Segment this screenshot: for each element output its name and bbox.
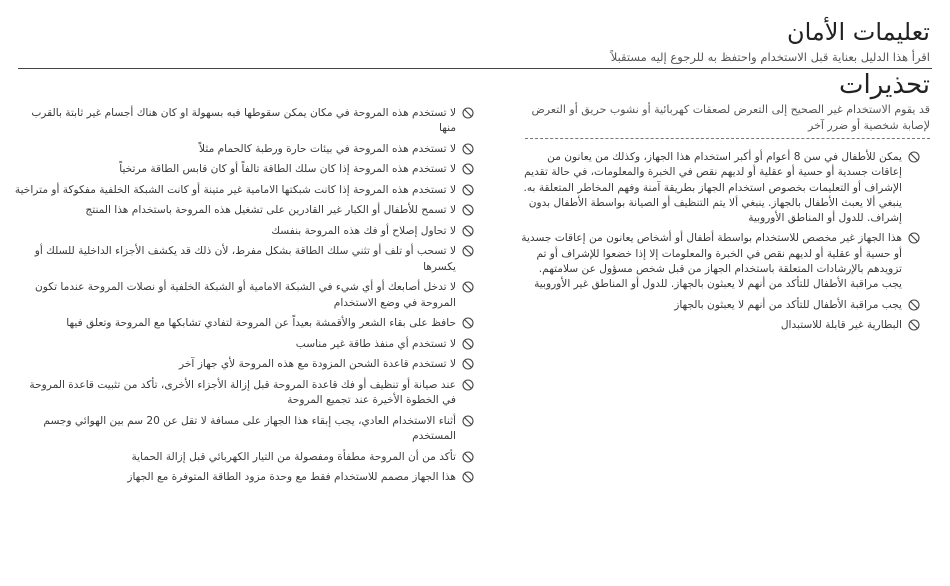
warning-text: لا تستخدم هذه المروحة إذا كان سلك الطاقة تالفاً أو كان قابس الطاقة مرتخياً: [119, 163, 456, 176]
warning-text: يجب مراقبة الأطفال للتأكد من أنهم لا يعبثون بالجهاز: [674, 298, 902, 311]
warning-text: لا تستخدم هذه المروحة في مكان يمكن سقوطها فيه بسهولة او كان هناك أجسام غير ثابتة بالقرب منها: [31, 107, 456, 135]
warning-item: [14, 106, 474, 137]
warning-item: [14, 162, 474, 177]
prohibited-icon: [462, 379, 474, 391]
warning-text: لا تستخدم هذه المروحة في بيئات حارة ورطبة كالحمام مثلاً: [199, 142, 456, 155]
warnings-heading: تحذيرات: [839, 70, 930, 100]
warning-item: [14, 357, 474, 372]
warning-text: حافظ على بقاء الشعر والأقمشة بعيداً عن المروحة لتفادي تشابكها مع المروحة وتعلق فيها: [66, 317, 456, 330]
warning-item: [14, 224, 474, 239]
page-subtitle: اقرأ هذا الدليل بعناية قبل الاستخدام واحتفظ به للرجوع إليه مستقبلاً: [610, 50, 930, 64]
prohibited-icon: [462, 338, 474, 350]
warning-text: هذا الجهاز مصمم للاستخدام فقط مع وحدة مزود الطاقة المتوفرة مع الجهاز: [127, 471, 456, 484]
warning-item: [14, 337, 474, 352]
prohibited-icon: [462, 415, 474, 427]
warning-text: هذا الجهاز غير مخصص للاستخدام بواسطة أطفال أو أشخاص يعانون من إعاقات جسدية أو حسية أو عقلية أو لديهم نقص في الخبرة والمعلومات إلا إذا خضعوا للإشراف أو تم تزويدهم بالإرشادات المتعلقة باستخدام الجهاز من قبل شخص مسؤول عن سلامتهم. يجب مراقبة الأطفال للتأكد من أنهم لا يعبثون بالجهاز. للدول أو المناطق غير الأوروبية: [521, 232, 902, 291]
prohibited-icon: [462, 451, 474, 463]
warning-item: [14, 316, 474, 331]
warning-text: تأكد من أن المروحة مطفأة ومفصولة من التيار الكهربائي قبل إزالة الحماية: [131, 450, 456, 463]
warning-text: لا تسحب أو تلف أو تثني سلك الطاقة بشكل مفرط، لأن ذلك قد يكشف الأجزاء الداخلية للسلك أو يكسرها: [34, 245, 456, 273]
warning-text: البطارية غير قابلة للاستبدال: [780, 318, 902, 331]
prohibited-icon: [908, 299, 920, 311]
header-divider: [18, 68, 932, 69]
prohibited-icon: [462, 317, 474, 329]
warning-item: [14, 414, 474, 445]
warning-item: [518, 298, 920, 313]
warning-text: أثناء الاستخدام العادي، يجب إبقاء هذا الجهاز على مسافة لا تقل عن 20 سم بين الهوائي وجسم المستخدم: [43, 414, 456, 443]
warning-text: لا تحاول إصلاح أو فك هذه المروحة بنفسك: [271, 224, 456, 237]
warning-text: لا تستخدم أي منفذ طاقة غير مناسب: [295, 337, 456, 350]
warnings-list-right: [518, 150, 920, 338]
warning-item: [14, 183, 474, 198]
warning-item: [518, 231, 920, 292]
warning-item: [518, 150, 920, 226]
page-title: تعليمات الأمان: [786, 18, 930, 46]
warning-item: [14, 244, 474, 275]
warning-item: [14, 280, 474, 311]
warning-item: [14, 450, 474, 465]
prohibited-icon: [908, 151, 920, 163]
warning-text: لا تسمح للأطفال أو الكبار غير القادرين على تشغيل هذه المروحة باستخدام هذا المنتج: [85, 204, 456, 217]
warnings-dashed-divider: [525, 138, 930, 139]
prohibited-icon: [462, 163, 474, 175]
warning-item: [14, 142, 474, 157]
prohibited-icon: [462, 107, 474, 119]
warning-item: [14, 378, 474, 409]
prohibited-icon: [462, 281, 474, 293]
prohibited-icon: [462, 204, 474, 216]
prohibited-icon: [462, 184, 474, 196]
prohibited-icon: [908, 232, 920, 244]
warnings-intro: قد يقوم الاستخدام غير الصحيح إلى التعرض لصعقات كهربائية أو نشوب حريق أو التعرض لإصابة شخصية أو ضرر آخر: [531, 103, 930, 132]
prohibited-icon: [462, 143, 474, 155]
prohibited-icon: [462, 245, 474, 257]
warning-text: لا تدخل أصابعك أو أي شيء في الشبكة الامامية أو الشبكة الخلفية أو نصلات المروحة عندما تكون المروحة في وضع الاستخدام: [35, 281, 456, 309]
warning-text: لا تستخدم هذه المروحة إذا كانت شبكتها الامامية غير متينة أو كانت الشبكة الخلفية مفكوكة أو متراخية: [14, 183, 456, 196]
prohibited-icon: [462, 225, 474, 237]
prohibited-icon: [908, 319, 920, 331]
warning-item: [518, 318, 920, 333]
warning-item: [14, 203, 474, 218]
warnings-list-left: [14, 106, 474, 491]
prohibited-icon: [462, 471, 474, 483]
warning-text: يمكن للأطفال في سن 8 أعوام أو أكبر استخدام هذا الجهاز، وكذلك من يعانون من إعاقات جسدية أو حسية أو عقلية أو لديهم نقص في الخبرة والمعلومات، في حالة تقديم الإشراف أو التعليمات بخصوص استخدام الجهاز بطريقة آمنة وفهم المخاطر المتعلقة به. ينبغي ألا يعبث الأطفال بالجهاز. ينبغي ألا يتم التنظيف أو الصيانة بواسطة الأطفال بدون إشراف. للدول أو المناطق الأوروبية: [523, 151, 902, 225]
prohibited-icon: [462, 358, 474, 370]
warning-text: عند صيانة أو تنظيف أو فك قاعدة المروحة قبل إزالة الأجزاء الأخرى، تأكد من تثبيت قاعدة المروحة في الخطوة الأخيرة عند تجميع المروحة: [29, 378, 456, 407]
warning-item: [14, 470, 474, 485]
warning-text: لا تستخدم قاعدة الشحن المزودة مع هذه المروحة لأي جهاز آخر: [179, 358, 456, 371]
